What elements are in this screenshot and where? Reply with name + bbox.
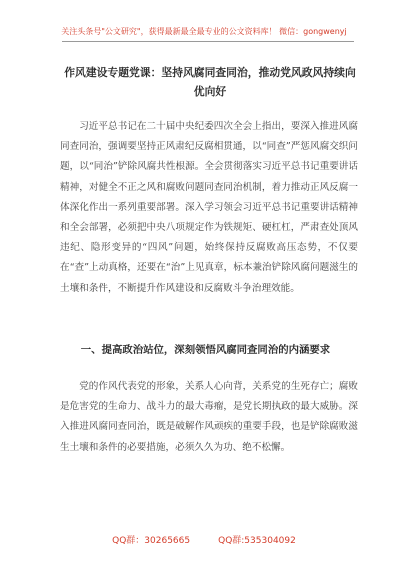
body-paragraph-1: 习近平总书记在二十届中央纪委四次全会上指出，要深入推进风腐同查同治，强调要坚持正风肃纪反腐相贯通，以“同查”严惩风腐交织问题，以“同治”铲除风腐共性根源。全会贯彻落实习近平总书记重要讲话精神，对健全不正之风和腐败问题同查同治机制，着力推动正风反腐一体深化作出一系列重要部署。深入学习领会习近平总书记重要讲话精神和全会部署，必须把中央八项规定作为铁规矩、硬杠杠，严肃查处顶风违纪、隐形变异的“四风”问题，始终保持反腐败高压态势，不仅要在“查”上动真格，还要在“治”上见真章，标本兼治铲除风腐问题滋生的土壤和条件，不断提升作风建设和反腐败斗争治理效能。	[60, 121, 358, 294]
body-paragraph-2: 党的作风代表党的形象，关系人心向背，关系党的生死存亡；腐败是危害党的生命力、战斗力的最大毒瘤，是党长期执政的最大威胁。深入推进风腐同查同治，既是破解作风顽疾的重要手段，也是铲除腐败滋生土壤和条件的必要措施，必须久久为功、绝不松懈。	[60, 381, 358, 453]
document-title: 作风建设专题党课：坚持风腐同查同治，推动党风政风持续向优向好	[64, 66, 356, 98]
footer-qq-group-2: QQ群:535304092	[218, 536, 296, 546]
header-divider	[62, 41, 354, 42]
footer-qq-group-1: QQ群：30265665	[112, 536, 191, 546]
footer	[0, 533, 408, 546]
section-heading: 一、提高政治站位，深刻领悟风腐同查同治的内涵要求	[80, 344, 331, 356]
header-banner: 关注头条号"公文研究"，获得最新最全最专业的公文资料库！ 微信：gongwenyj	[61, 27, 347, 36]
